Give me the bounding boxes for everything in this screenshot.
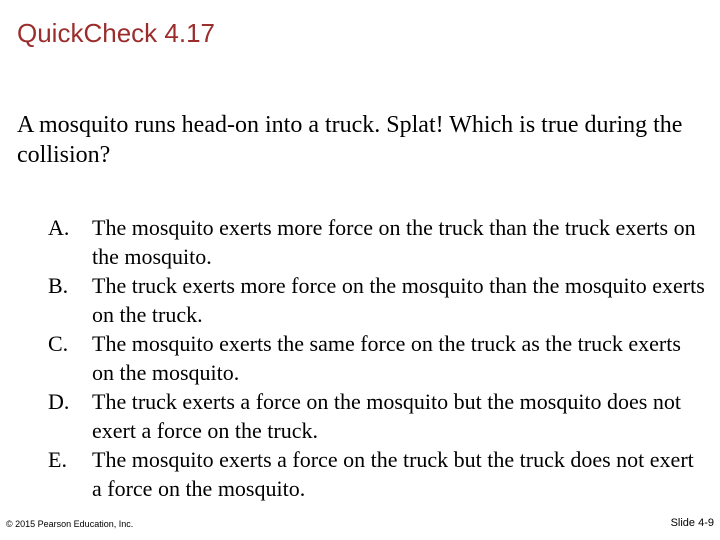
option-text: The truck exerts more force on the mosquito than the mosquito exerts on the truck. xyxy=(92,273,705,327)
option-d xyxy=(48,387,708,445)
option-a xyxy=(48,213,708,271)
option-text: The mosquito exerts more force on the truck than the truck exerts on the mosquito. xyxy=(92,215,696,269)
option-c xyxy=(48,329,708,387)
option-text: The mosquito exerts the same force on the truck as the truck exerts on the mosquito. xyxy=(92,331,681,385)
option-letter: E. xyxy=(48,447,67,472)
question-text: A mosquito runs head-on into a truck. Splat! Which is true during the collision? xyxy=(17,112,683,168)
option-text: The truck exerts a force on the mosquito but the mosquito does not exert a force on the truck. xyxy=(92,389,681,443)
option-text: The mosquito exerts a force on the truck but the truck does not exert a force on the mosquito. xyxy=(92,447,694,501)
slide-title: QuickCheck 4.17 xyxy=(17,18,215,48)
option-b xyxy=(48,271,708,329)
option-letter: B. xyxy=(48,273,69,298)
option-e xyxy=(48,445,708,503)
slide-number: Slide 4-9 xyxy=(670,517,714,529)
copyright-notice: © 2015 Pearson Education, Inc. xyxy=(6,519,134,529)
answer-options xyxy=(48,213,708,503)
option-letter: A. xyxy=(48,215,70,240)
option-letter: C. xyxy=(48,331,69,356)
option-letter: D. xyxy=(48,389,70,414)
